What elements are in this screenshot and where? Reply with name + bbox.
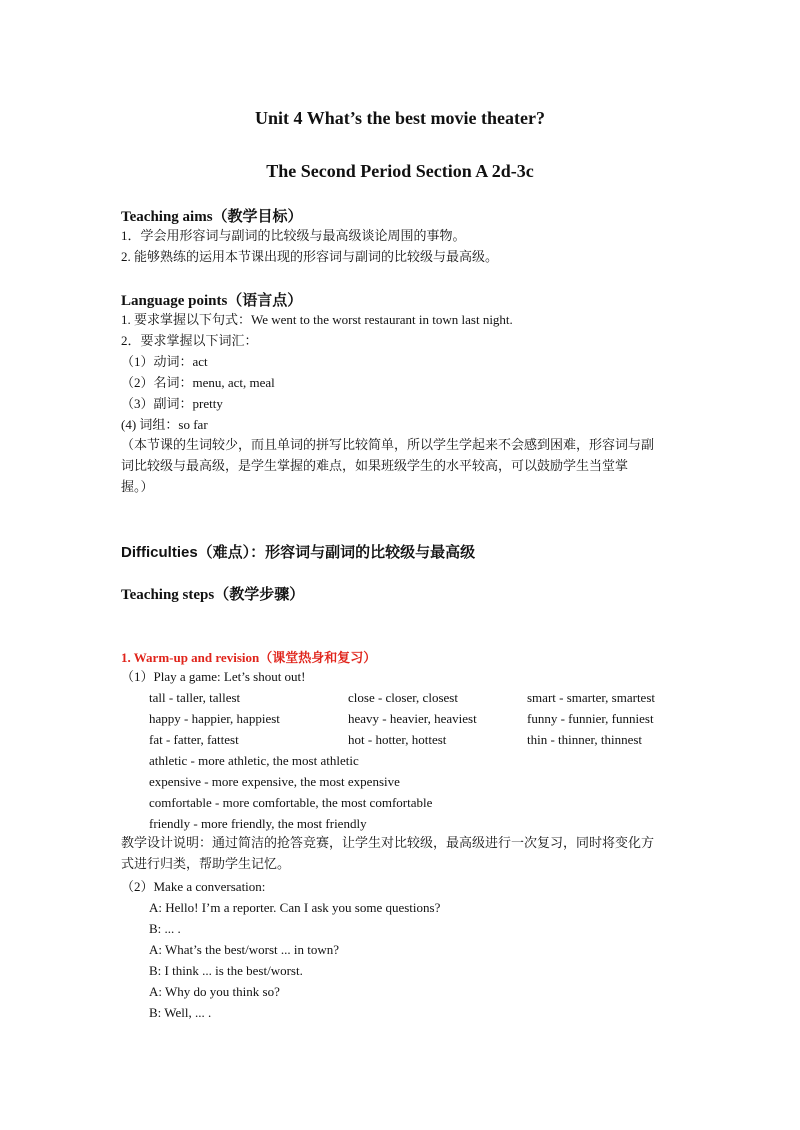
word-happy: happy - happier, happiest xyxy=(149,711,280,726)
language-item-4: （2）名词：menu, act, meal xyxy=(121,375,275,390)
language-note-line-2: 词比较级与最高级，是学生掌握的难点，如果班级学生的水平较高，可以鼓励学生当堂掌 xyxy=(121,458,629,473)
teaching-steps-heading: Teaching steps（教学步骤） xyxy=(121,587,305,603)
word-athletic: athletic - more athletic, the most athletic xyxy=(149,753,359,768)
design-note-line-1: 教学设计说明：通过简洁的抢答竞赛，让学生对比较级，最高级进行一次复习，同时将变化方 xyxy=(121,835,655,850)
word-close: close - closer, closest xyxy=(348,690,458,705)
language-item-3: （1）动词：act xyxy=(121,354,208,369)
word-thin: thin - thinner, thinnest xyxy=(527,732,643,747)
word-comfortable: comfortable - more comfortable, the most comfortable xyxy=(149,795,433,810)
conversation-line-1: A: Hello! I’m a reporter. Can I ask you some questions? xyxy=(149,900,441,915)
aim-item-2: 2. 能够熟练的运用本节课出现的形容词与副词的比较级与最高级。 xyxy=(121,249,499,264)
word-expensive: expensive - more expensive, the most expensive xyxy=(149,774,400,789)
conversation-heading: （2）Make a conversation: xyxy=(121,879,266,894)
design-note xyxy=(121,832,687,874)
language-points-heading: Language points（语言点） xyxy=(121,293,303,309)
word-hot: hot - hotter, hottest xyxy=(348,732,447,747)
word-friendly: friendly - more friendly, the most friendly xyxy=(149,816,367,831)
design-note-line-2: 式进行归类，帮助学生记忆。 xyxy=(121,856,291,871)
word-heavy: heavy - heavier, heaviest xyxy=(348,711,477,726)
conversation-line-6: B: Well, ... . xyxy=(149,1005,212,1020)
language-item-2: 2．要求掌握以下词汇： xyxy=(121,333,258,348)
language-note xyxy=(121,434,687,497)
word-smart: smart - smarter, smartest xyxy=(527,690,655,705)
word-funny: funny - funnier, funniest xyxy=(527,711,654,726)
difficulties-heading: Difficulties（难点）：形容词与副词的比较级与最高级 xyxy=(121,544,476,561)
aim-item-1: 1．学会用形容词与副词的比较级与最高级谈论周围的事物。 xyxy=(121,228,466,243)
conversation-line-4: B: I think ... is the best/worst. xyxy=(149,963,303,978)
unit-title: Unit 4 What’s the best movie theater? xyxy=(255,108,545,128)
language-item-5: （3）副词：pretty xyxy=(121,396,223,411)
game-instruction: （1）Play a game: Let’s shout out! xyxy=(121,669,306,684)
language-note-line-3: 握。） xyxy=(121,479,154,494)
warmup-heading: 1. Warm-up and revision（课堂热身和复习） xyxy=(121,650,377,665)
teaching-aims-heading: Teaching aims（教学目标） xyxy=(121,209,303,225)
language-item-6: (4) 词组：so far xyxy=(121,417,208,432)
word-fat: fat - fatter, fattest xyxy=(149,732,239,747)
conversation-line-3: A: What’s the best/worst ... in town? xyxy=(149,942,340,957)
conversation-line-2: B: ... . xyxy=(149,921,181,936)
word-tall: tall - taller, tallest xyxy=(149,690,241,705)
conversation-line-5: A: Why do you think so? xyxy=(149,984,280,999)
language-note-line-1: （本节课的生词较少，而且单词的拼写比较简单，所以学生学起来不会感到困难，形容词与副 xyxy=(121,437,655,452)
language-item-1: 1. 要求掌握以下句式：We went to the worst restaurant in town last night. xyxy=(121,312,513,327)
period-title: The Second Period Section A 2d-3c xyxy=(266,161,534,181)
